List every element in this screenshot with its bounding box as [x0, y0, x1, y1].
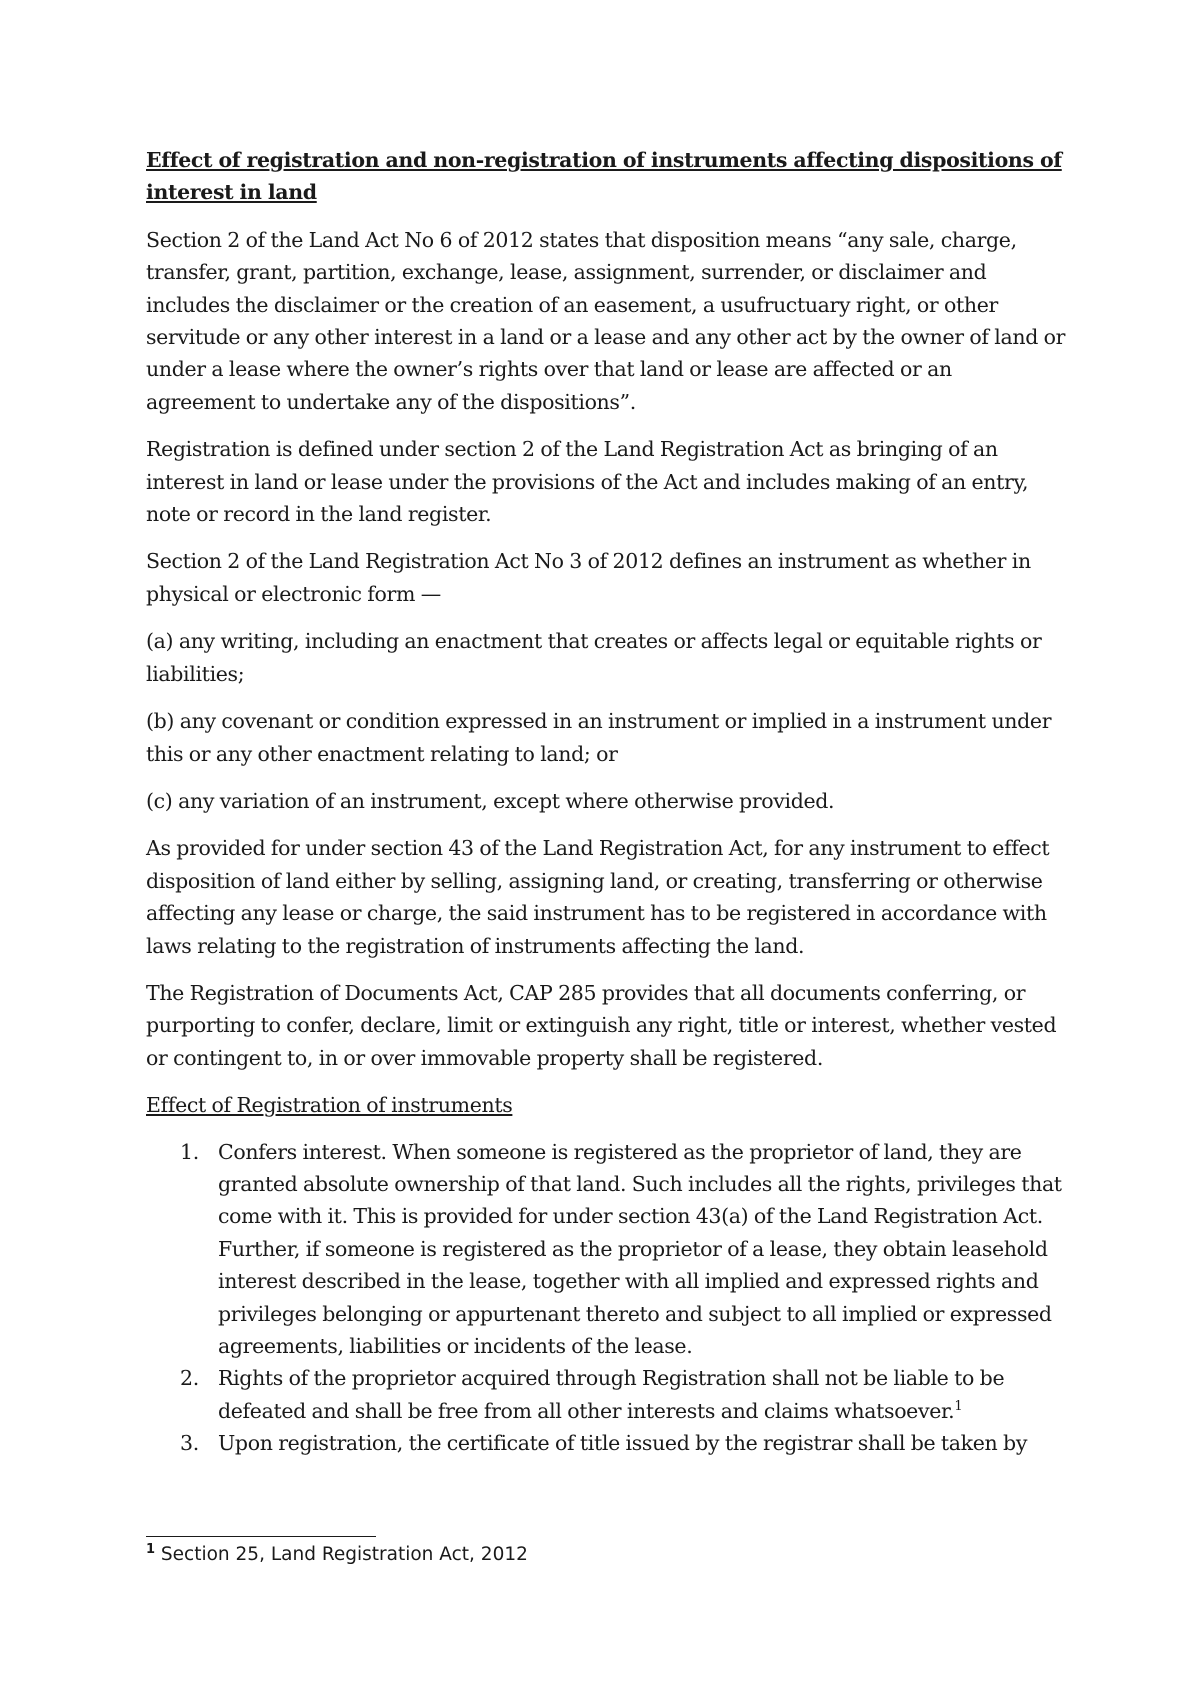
paragraph-clause-b: (b) any covenant or condition expressed in an instrument or implied in a instrument under this or any other enactment relating to land; or	[146, 709, 1052, 766]
paragraph-registration-definition: Registration is defined under section 2 of the Land Registration Act as bringing of an interest in land or lease under the provisions of the Act and includes making of an entry, note or record in the land register.	[146, 437, 1029, 527]
paragraph-clause-c: (c) any variation of an instrument, except where otherwise provided.	[146, 788, 835, 813]
effects-list	[146, 1136, 1066, 1460]
paragraph-cap-285: The Registration of Documents Act, CAP 285 provides that all documents conferring, or purporting to confer, declare, limit or extinguish any right, title or interest, whether vested or contingent to, in or over immovable property shall be registered.	[146, 980, 1057, 1070]
footnote-text: Section 25, Land Registration Act, 2012	[155, 1544, 528, 1565]
list-item	[146, 1136, 1066, 1363]
footnote-marker: 1	[146, 1541, 156, 1557]
list-item-number: 3.	[180, 1431, 199, 1456]
section-subheading: Effect of Registration of instruments	[146, 1093, 513, 1118]
list-item	[146, 1427, 1066, 1459]
list-item-number: 1.	[180, 1139, 199, 1164]
list-item-text: Confers interest. When someone is registered as the proprietor of land, they are granted absolute ownership of that land. Such includes all the rights, privileges that come with it. This is provided for under section 43(a) of the Land Registration Act. Further, if someone is registered as the proprietor of a lease, they obtain leasehold interest described in the lease, together with all implied and expressed rights and privileges belonging or appurtenant thereto and subject to all implied or expressed agreements, liabilities or incidents of the lease.	[218, 1139, 1062, 1358]
paragraph-clause-a: (a) any writing, including an enactment that creates or affects legal or equitable rights or liabilities;	[146, 629, 1042, 686]
paragraph-instrument-definition: Section 2 of the Land Registration Act No 3 of 2012 defines an instrument as whether in physical or electronic form —	[146, 549, 1031, 606]
list-item-number: 2.	[180, 1366, 199, 1391]
paragraph-section-43: As provided for under section 43 of the Land Registration Act, for any instrument to effect disposition of land either by selling, assigning land, or creating, transferring or otherwise affecting any lease or charge, the said instrument has to be registered in accordance with laws relating to the registration of instruments affecting the land.	[146, 836, 1050, 958]
list-item-text: Upon registration, the certificate of title issued by the registrar shall be taken by	[218, 1431, 1028, 1456]
footnote	[146, 1542, 528, 1568]
list-item-text: Rights of the proprietor acquired through Registration shall not be liable to be defeated and shall be free from all other interests and claims whatsoever.	[218, 1366, 1005, 1423]
list-item	[146, 1362, 1066, 1427]
paragraph-disposition-definition: Section 2 of the Land Act No 6 of 2012 states that disposition means “any sale, charge, transfer, grant, partition, exchange, lease, assignment, surrender, or disclaimer and includes the disclaimer or the creation of an easement, a usufructuary right, or other servitude or any other interest in a land or a lease and any other act by the owner of land or under a lease where the owner’s rights over that land or lease are affected or an agreement to undertake any of the dispositions”.	[146, 227, 1066, 414]
footnote-separator	[146, 1536, 376, 1537]
document-body	[146, 144, 1066, 1460]
footnote-reference[interactable]: 1	[954, 1398, 963, 1414]
document-title: Effect of registration and non-registration of instruments affecting dispositions of interest in land	[146, 148, 1062, 205]
